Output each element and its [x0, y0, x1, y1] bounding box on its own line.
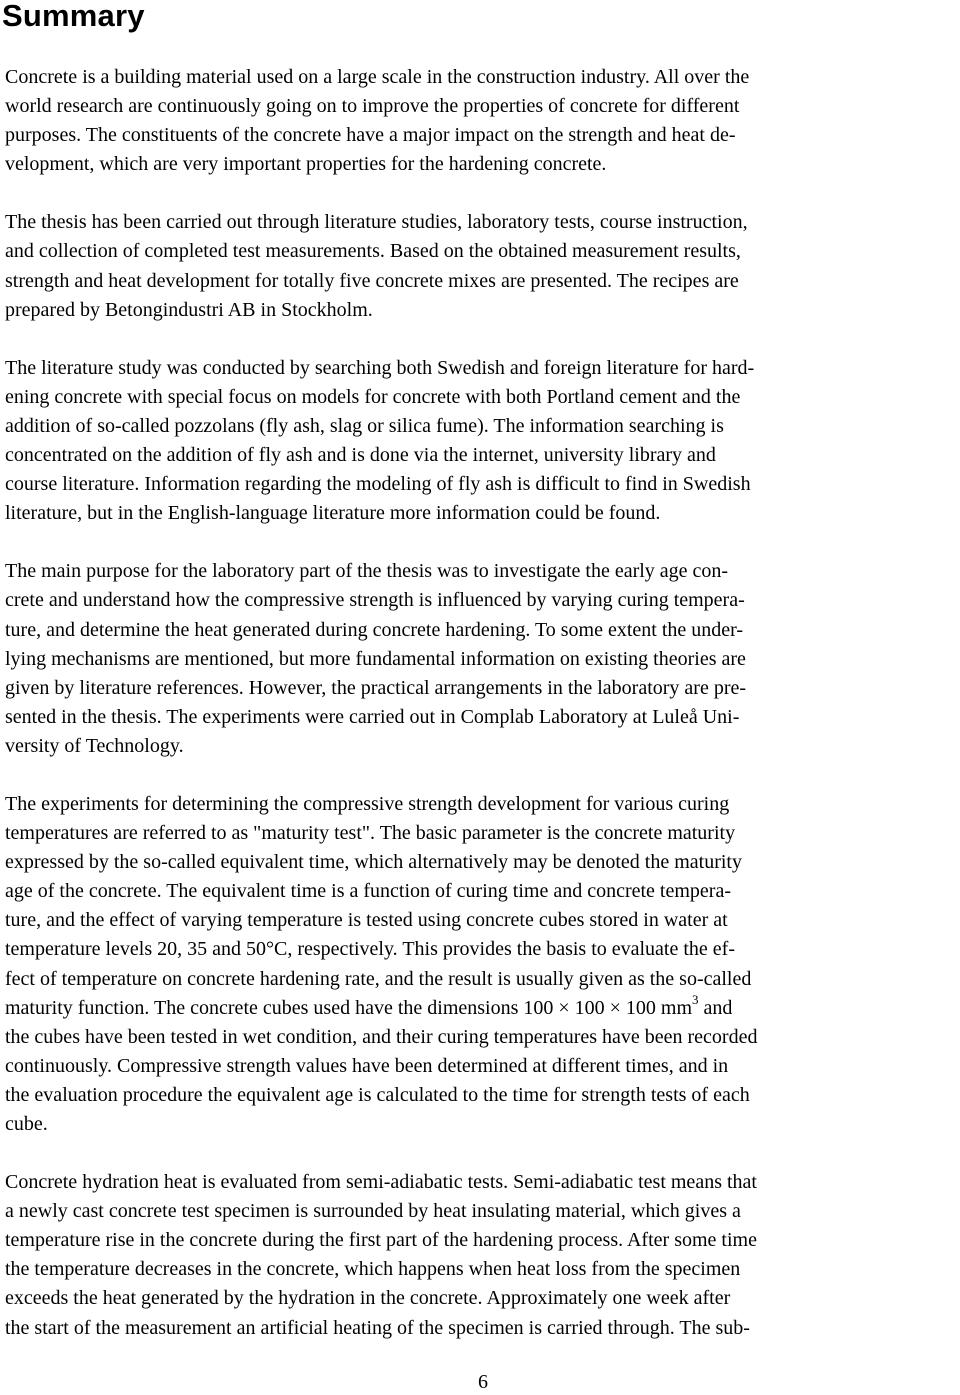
- paragraph-4: [5, 557, 960, 761]
- text-line: temperatures are referred to as "maturity test". The basic parameter is the concrete maturity: [5, 822, 736, 845]
- text-line: given by literature references. However, the practical arrangements in the laboratory are pre-: [5, 676, 747, 699]
- text-line: ture, and determine the heat generated during concrete hardening. To some extent the under-: [5, 618, 744, 641]
- paragraph-6: [5, 1168, 960, 1343]
- text-line: purposes. The constituents of the concrete have a major impact on the strength and heat de-: [5, 124, 736, 147]
- text-line: the cubes have been tested in wet condition, and their curing temperatures have been recorded: [5, 1025, 758, 1048]
- text-line: addition of so-called pozzolans (fly ash, slag or silica fume). The information searching is: [5, 414, 724, 437]
- paragraph-5: [5, 790, 960, 1139]
- text-line: continuously. Compressive strength values have been determined at different times, and in: [5, 1054, 729, 1077]
- text-line: ening concrete with special focus on models for concrete with both Portland cement and the: [5, 385, 741, 408]
- text-line: the temperature decreases in the concrete, which happens when heat loss from the specimen: [5, 1258, 741, 1281]
- text-line: sented in the thesis. The experiments were carried out in Complab Laboratory at Luleå Uni-: [5, 705, 740, 728]
- page-number: 6: [478, 1371, 488, 1393]
- text-line: world research are continuously going on to improve the properties of concrete for different: [5, 95, 740, 118]
- text-line: Concrete is a building material used on a large scale in the construction industry. All over the: [5, 66, 750, 88]
- text-line: expressed by the so-called equivalent time, which alternatively may be denoted the maturity: [5, 851, 742, 874]
- superscript: 3: [692, 991, 699, 1007]
- text-line: prepared by Betongindustri AB in Stockholm.: [5, 298, 373, 321]
- text-line: ture, and the effect of varying temperature is tested using concrete cubes stored in water at: [5, 909, 728, 932]
- text-line: temperature levels 20, 35 and 50°C, respectively. This provides the basis to evaluate the ef-: [5, 938, 735, 961]
- text-line: lying mechanisms are mentioned, but more fundamental information on existing theories are: [5, 647, 746, 670]
- section-heading: Summary: [2, 0, 145, 33]
- text-line: The thesis has been carried out through literature studies, laboratory tests, course instruction,: [5, 211, 748, 234]
- text-line: age of the concrete. The equivalent time is a function of curing time and concrete tempera-: [5, 880, 731, 903]
- text-line: a newly cast concrete test specimen is surrounded by heat insulating material, which gives a: [5, 1200, 741, 1223]
- text-line: The main purpose for the laboratory part of the thesis was to investigate the early age con-: [5, 560, 729, 583]
- paragraph-2: [5, 208, 960, 324]
- text-line: versity of Technology.: [5, 734, 184, 757]
- text-line: The experiments for determining the compressive strength development for various curing: [5, 792, 730, 815]
- body-text: [5, 63, 960, 1372]
- text-line: The literature study was conducted by searching both Swedish and foreign literature for hard-: [5, 356, 755, 379]
- text-line: the evaluation procedure the equivalent age is calculated to the time for strength tests of each: [5, 1083, 750, 1106]
- text-line: exceeds the heat generated by the hydration in the concrete. Approximately one week after: [5, 1287, 731, 1310]
- text-line: the start of the measurement an artificial heating of the specimen is carried through. The sub-: [5, 1316, 750, 1339]
- text-line: crete and understand how the compressive strength is influenced by varying curing tempera-: [5, 589, 745, 612]
- paragraph-3: [5, 354, 960, 529]
- paragraph-1: [5, 63, 960, 179]
- text-line-with-superscript: [5, 991, 960, 1023]
- text-line: strength and heat development for totally five concrete mixes are presented. The recipes are: [5, 269, 739, 292]
- text-line: fect of temperature on concrete hardening rate, and the result is usually given as the so-called: [5, 967, 752, 990]
- text-line: course literature. Information regarding the modeling of fly ash is difficult to find in Swedish: [5, 473, 751, 496]
- text-line: velopment, which are very important properties for the hardening concrete.: [5, 153, 607, 176]
- text-line: literature, but in the English-language literature more information could be found.: [5, 502, 661, 525]
- text-line: Concrete hydration heat is evaluated from semi-adiabatic tests. Semi-adiabatic test means that: [5, 1171, 757, 1194]
- text-line: cube.: [5, 1113, 48, 1135]
- text-segment: maturity function. The concrete cubes used have the dimensions 100 × 100 × 100 mm: [5, 996, 693, 1019]
- text-line: concentrated on the addition of fly ash and is done via the internet, university library and: [5, 444, 716, 467]
- text-line: and collection of completed test measurements. Based on the obtained measurement results,: [5, 240, 741, 263]
- text-line: temperature rise in the concrete during the first part of the hardening process. After some time: [5, 1229, 757, 1252]
- text-segment: and: [698, 996, 733, 1019]
